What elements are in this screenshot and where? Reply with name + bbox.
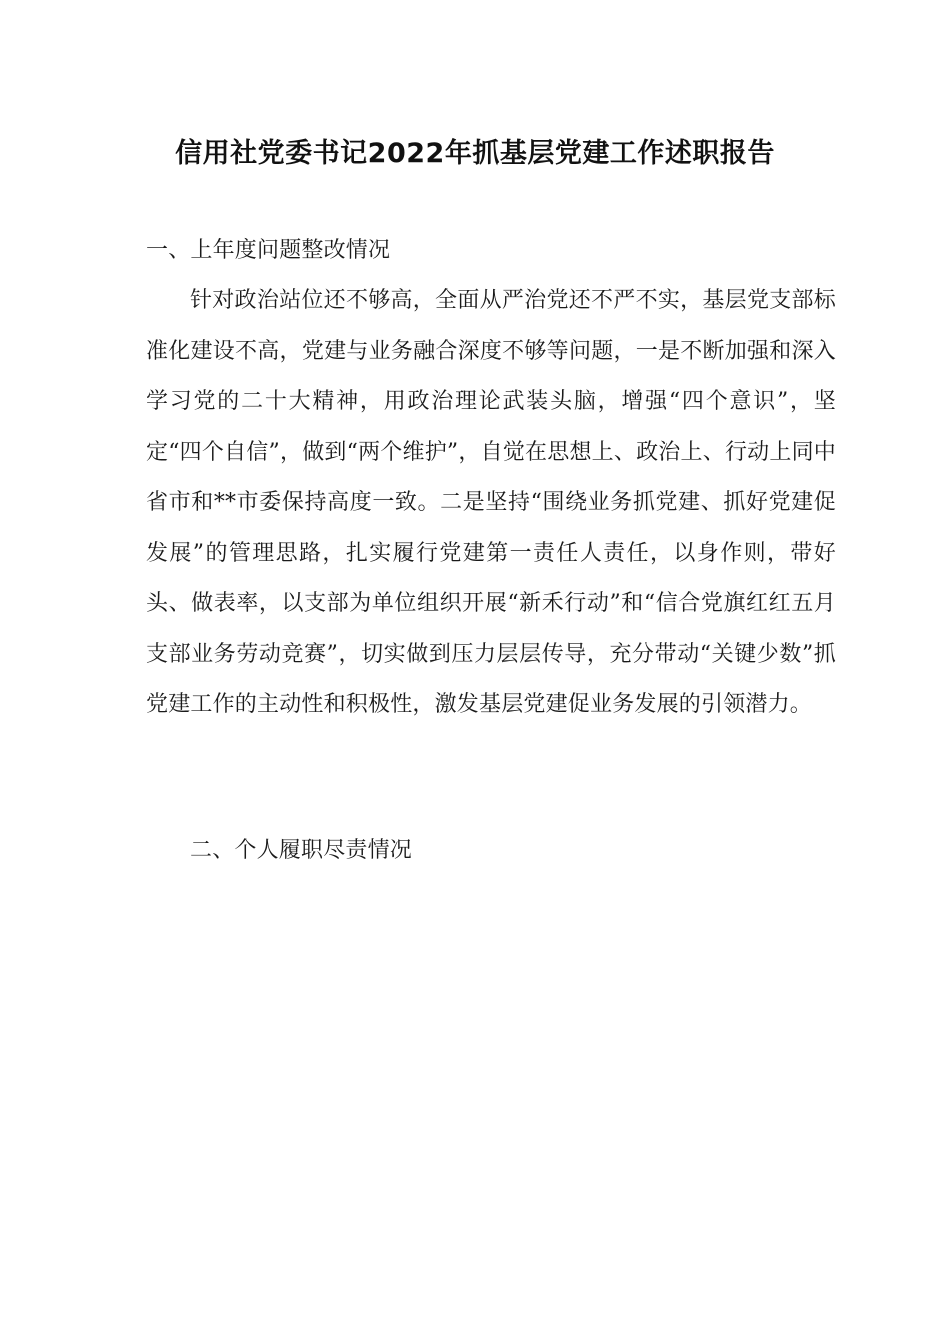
- section-two-heading: 二、个人履职尽责情况: [190, 838, 413, 863]
- section-one-paragraph: 针对政治站位还不够高，全面从严治党还不严不实，基层党支部标准化建设不高，党建与业务融合深度不够等问题，一是不断加强和深入学习党的二十大精神，用政治理论武装头脑，增强“四个意识”，坚定“四个自信”，做到“两个维护”，自觉在思想上、政治上、行动上同中省市和**市委保持高度一致。二是坚持“围绕业务抓党建、抓好党建促发展”的管理思路，扎实履行党建第一责任人责任，以身作则，带好头、做表率，以支部为单位组织开展“新禾行动”和“信合党旗红红五月支部业务劳动竞赛”，切实做到压力层层传导，充分带动“关键少数”抓党建工作的主动性和积极性，激发基层党建促业务发展的引领潜力。: [146, 288, 836, 717]
- document-title: 信用社党委书记2022年抓基层党建工作述职报告: [175, 138, 775, 169]
- section-one-heading: 一、上年度问题整改情况: [146, 238, 391, 263]
